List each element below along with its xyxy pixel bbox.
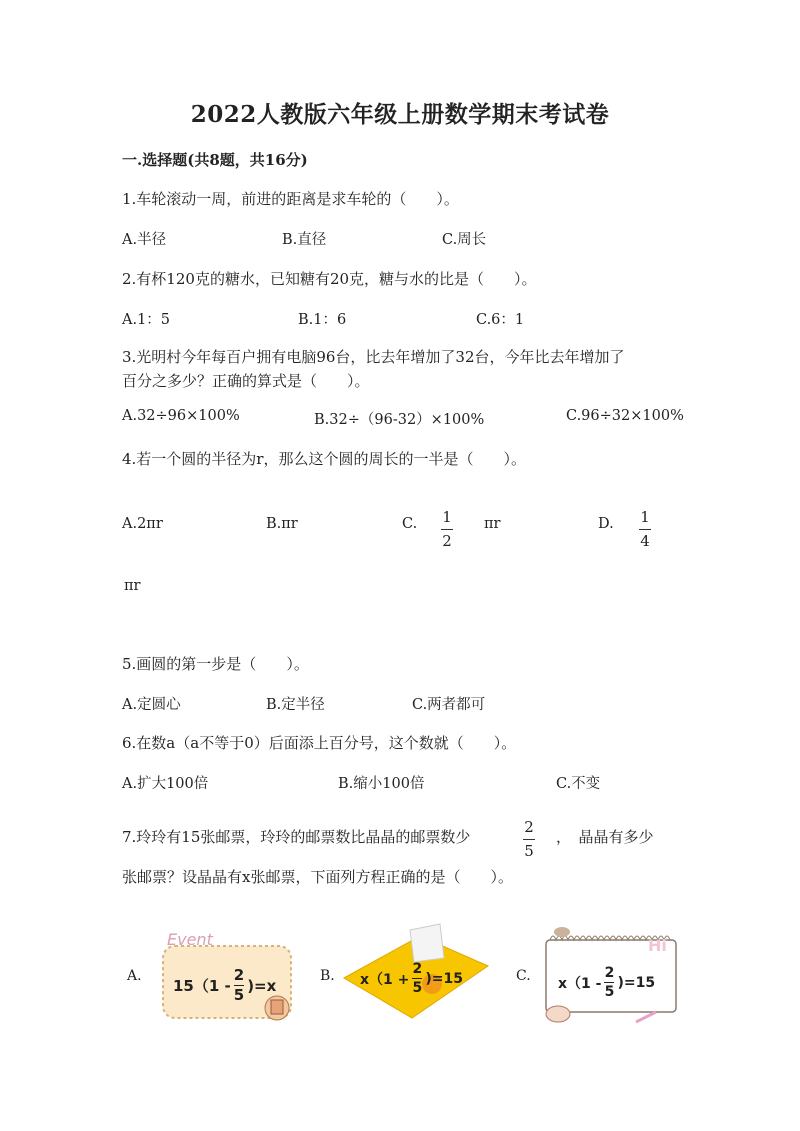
- q5-option-c: C.两者都可: [412, 697, 486, 713]
- q7-option-a-equation: [173, 968, 276, 1003]
- q2-option-a: A.1：5: [122, 312, 171, 328]
- equation-left: x（1 +: [360, 971, 410, 988]
- q4-option-d-tail: πr: [124, 578, 141, 594]
- fraction-bar: [441, 529, 453, 530]
- equation-right: )=15: [425, 970, 464, 987]
- fraction-numerator: 1: [640, 508, 650, 526]
- fraction-denominator: 5: [524, 842, 534, 860]
- q7-option-a-label: A.: [127, 968, 142, 984]
- q5-option-b: B.定半径: [266, 697, 325, 713]
- equation-right: )=x: [247, 976, 277, 995]
- fraction-denominator: 4: [640, 532, 650, 550]
- q7-option-c-label: C.: [516, 968, 531, 984]
- q7-option-c-equation: [558, 966, 655, 999]
- hi-decoration: Hi: [648, 936, 667, 955]
- q2-option-b: B.1：6: [298, 312, 347, 328]
- fraction-denominator: 5: [412, 980, 423, 996]
- q2-option-c: C.6：1: [476, 312, 525, 328]
- equation-left: x（1 -: [558, 975, 602, 992]
- fraction-bar: [523, 839, 535, 840]
- q3-option-b: B.32÷（96-32）×100%: [314, 412, 485, 428]
- fraction-bar: [412, 978, 422, 979]
- q1-option-a: A.半径: [122, 232, 167, 248]
- q4-option-d-fraction: [639, 510, 651, 549]
- question-6: 6.在数a（a不等于0）后面添上百分号，这个数就（ ）。: [122, 734, 517, 752]
- fraction-denominator: 2: [442, 532, 452, 550]
- q7-option-b-card: [340, 922, 490, 1022]
- question-7-line-2: 张邮票？设晶晶有x张邮票，下面列方程正确的是（ ）。: [122, 868, 513, 886]
- q6-option-a: A.扩大100倍: [122, 776, 209, 792]
- q4-option-a: A.2πr: [122, 516, 163, 532]
- q5-option-a: A.定圆心: [122, 697, 181, 713]
- question-3-line-2: 百分之多少？正确的算式是（ ）。: [122, 372, 370, 390]
- q4-option-b: B.πr: [266, 516, 298, 532]
- section-heading: 一.选择题(共8题，共16分): [122, 151, 308, 169]
- q6-option-c: C.不变: [556, 776, 601, 792]
- fraction-denominator: 5: [604, 984, 615, 1000]
- fraction-numerator: 2: [524, 818, 534, 836]
- question-7-line-1b: ， 晶晶有多少: [556, 828, 654, 846]
- equation-fraction: [234, 968, 244, 1003]
- fraction-numerator: 2: [604, 965, 615, 981]
- question-4: 4.若一个圆的半径为r，那么这个圆的周长的一半是（ ）。: [122, 450, 526, 468]
- page-title: 2022人教版六年级上册数学期末考试卷: [190, 101, 610, 128]
- q7-option-a-card: [155, 928, 297, 1024]
- equation-left: 15（1 -: [173, 977, 231, 995]
- q3-option-a: A.32÷96×100%: [122, 408, 240, 424]
- fraction-bar: [639, 529, 651, 530]
- fraction-denominator: 5: [233, 986, 245, 1004]
- event-decoration: Event: [167, 930, 213, 949]
- fraction-numerator: 1: [442, 508, 452, 526]
- equation-fraction: [604, 966, 614, 999]
- q4-option-c-fraction: [441, 510, 453, 549]
- question-7-line-1a: 7.玲玲有15张邮票，玲玲的邮票数比晶晶的邮票数少: [122, 828, 471, 846]
- q7-fraction: [523, 820, 535, 859]
- equation-fraction: [412, 962, 422, 995]
- question-5: 5.画圆的第一步是（ ）。: [122, 655, 309, 673]
- q7-option-c-card: [536, 918, 686, 1030]
- question-3-line-1: 3.光明村今年每百户拥有电脑96台，比去年增加了32台，今年比去年增加了: [122, 348, 625, 366]
- q4-option-c-label: C.: [402, 516, 418, 532]
- q1-option-c: C.周长: [442, 232, 487, 248]
- question-2: 2.有杯120克的糖水，已知糖有20克，糖与水的比是（ ）。: [122, 270, 537, 288]
- q6-option-b: B.缩小100倍: [338, 776, 425, 792]
- fraction-bar: [604, 982, 614, 983]
- fraction-numerator: 2: [233, 966, 245, 984]
- q4-option-c-tail: πr: [484, 516, 501, 532]
- equation-right: )=15: [617, 974, 656, 991]
- question-1: 1.车轮滚动一周，前进的距离是求车轮的（ ）。: [122, 190, 459, 208]
- q3-option-c: C.96÷32×100%: [566, 408, 684, 424]
- q7-option-b-equation: [360, 962, 463, 995]
- fraction-numerator: 2: [412, 961, 423, 977]
- q1-option-b: B.直径: [282, 232, 327, 248]
- q7-option-b-label: B.: [320, 968, 335, 984]
- q4-option-d-label: D.: [598, 516, 614, 532]
